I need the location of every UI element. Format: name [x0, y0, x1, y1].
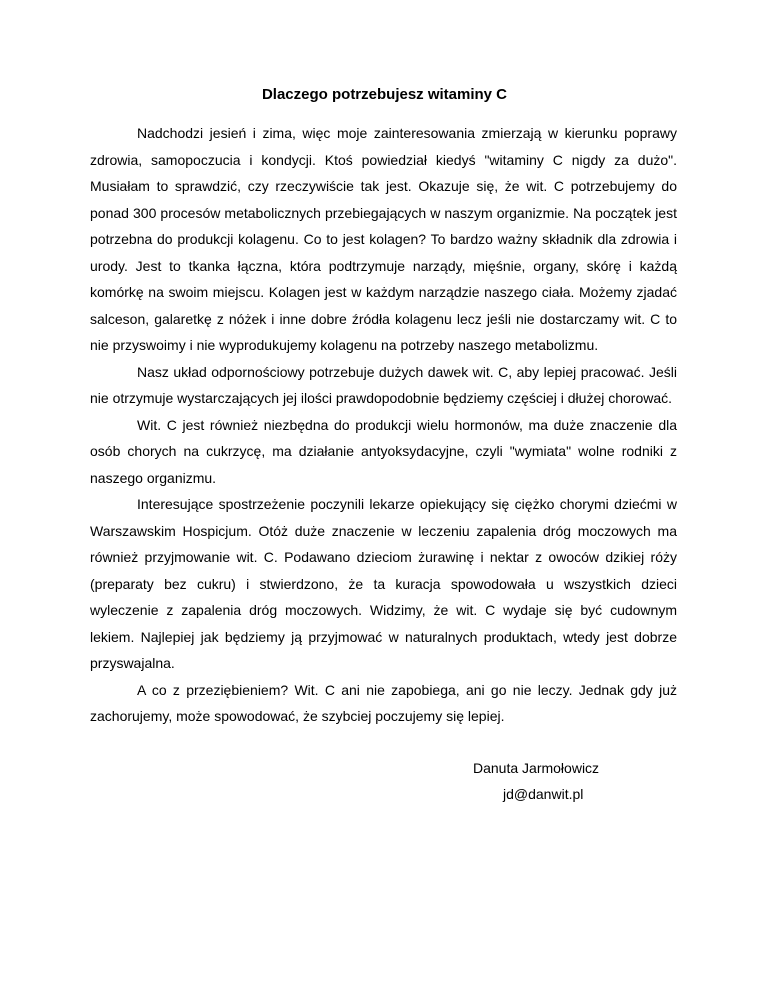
- document-body: [90, 120, 677, 730]
- author-name: Danuta Jarmołowicz: [473, 759, 600, 776]
- paragraph: Wit. C jest również niezbędna do produkcji wielu hormonów, ma duże znaczenie dla osób chorych na cukrzycę, ma działanie antyoksydacyjne, czyli "wymiata" wolne rodniki z naszego organizmu.: [90, 416, 677, 486]
- document-title: Dlaczego potrzebujesz witaminy C: [261, 86, 508, 103]
- paragraph: A co z przeziębieniem? Wit. C ani nie zapobiega, ani go nie leczy. Jednak gdy już zachorujemy, może spowodować, że szybciej poczujemy się lepiej.: [90, 681, 677, 724]
- document-page: [90, 0, 677, 807]
- paragraph: Nasz układ odpornościowy potrzebuje dużych dawek wit. C, aby lepiej pracować. Jeśli nie otrzymuje wystarczających jej ilości prawdopodobnie będziemy częściej i dłużej chorować.: [90, 363, 677, 406]
- author-email: jd@danwit.pl: [503, 785, 584, 802]
- paragraph: Interesujące spostrzeżenie poczynili lekarze opiekujący się ciężko chorymi dziećmi w Warszawskim Hospicjum. Otóż duże znaczenie w leczeniu zapalenia dróg moczowych ma również przyjmowanie wit. C. Podawano dzieciom żurawinę i nektar z owoców dzikiej róży (preparaty bez cukru) i stwierdzono, że ta kuracja spowodowała u wszystkich dzieci wyleczenie z zapalenia dróg moczowych. Widzimy, że wit. C wydaje się być cudownym lekiem. Najlepiej jak będziemy ją przyjmować w naturalnych produktach, wtedy jest dobrze przyswajalna.: [90, 496, 677, 671]
- signature-block: [90, 755, 677, 807]
- paragraph: Nadchodzi jesień i zima, więc moje zainteresowania zmierzają w kierunku poprawy zdrowia, samopoczucia i kondycji. Ktoś powiedział kiedyś "witaminy C nigdy za dużo". Musiałam to sprawdzić, czy rzeczywiście tak jest. Okazuje się, że wit. C potrzebujemy do ponad 300 procesów metabolicznych przebiegających w naszym organizmie. Na początek jest potrzebna do produkcji kolagenu. Co to jest kolagen? To bardzo ważny składnik dla zdrowia i urody. Jest to tkanka łączna, która podtrzymuje narządy, mięśnie, organy, skórę i każdą komórkę na swoim miejscu. Kolagen jest w każdym narządzie naszego ciała. Możemy zjadać salceson, galaretkę z nóżek i inne dobre źródła kolagenu lecz jeśli nie dostarczamy wit. C to nie przyswoimy i nie wyprodukujemy kolagenu na potrzeby naszego metabolizmu.: [90, 125, 677, 353]
